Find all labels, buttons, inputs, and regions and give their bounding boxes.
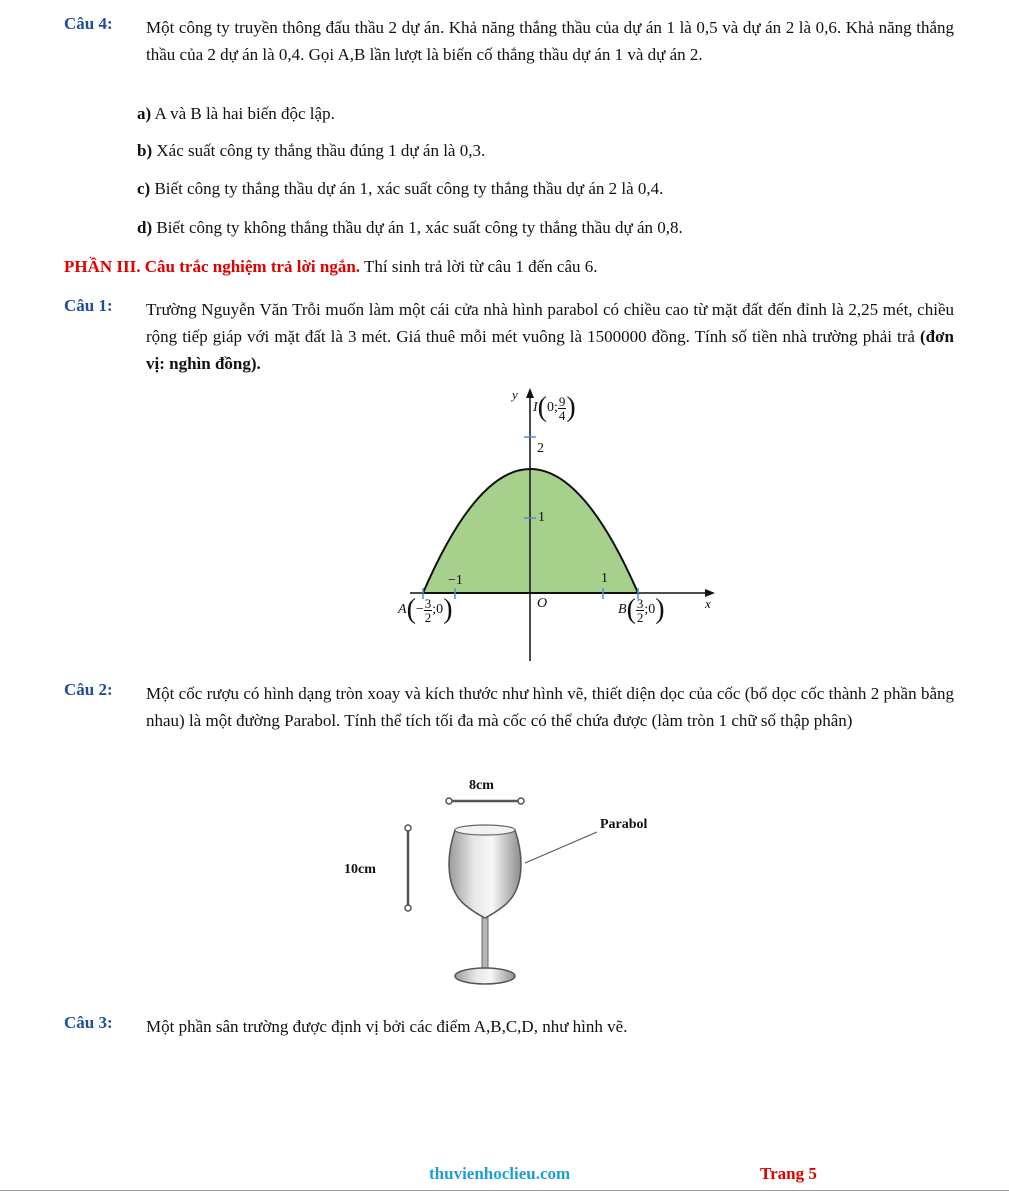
point-I-fraction xyxy=(558,395,567,422)
q4-option-c xyxy=(137,179,663,199)
tick-label-x-neg1: −1 xyxy=(448,573,463,588)
frac-den: 2 xyxy=(636,609,644,625)
q1-label: Câu 1: xyxy=(64,296,113,315)
height-dim-end-bottom xyxy=(405,905,411,911)
option-key: a) xyxy=(137,104,152,123)
option-key: c) xyxy=(137,179,151,198)
height-dim-end-top xyxy=(405,825,411,831)
y-axis-label: y xyxy=(512,387,518,402)
point-A-name: A xyxy=(398,602,407,617)
glass-base xyxy=(455,968,515,984)
footer-site: thuvienhoclieu.com xyxy=(429,1164,571,1183)
width-dim-end-right xyxy=(518,798,524,804)
x-axis-label: x xyxy=(705,596,711,611)
tick-label-y2: 2 xyxy=(537,441,544,456)
part3-heading xyxy=(64,257,598,277)
frac-num: 9 xyxy=(558,393,566,409)
paren-left: ( xyxy=(537,392,547,423)
q2-text: Một cốc rượu có hình dạng tròn xoay và kích thước như hình vẽ, thiết diện dọc của cốc (bổ dọc cốc thành 2 phần bằng nhau) là một đường Parabol. Tính thể tích tối đa mà cốc có thể chứa được (làm tròn 1 chữ số thập phân) xyxy=(146,684,954,730)
frac-den: 4 xyxy=(558,407,566,423)
option-text: Biết công ty không thắng thầu dự án 1, xác suất công ty thắng thầu dự án 0,8. xyxy=(156,218,683,237)
glass-stem xyxy=(482,918,488,970)
q3-text: Một phần sân trường được định vị bởi các điểm A,B,C,D, như hình vẽ. xyxy=(146,1017,628,1036)
option-key: d) xyxy=(137,218,153,237)
point-A-sign: − xyxy=(415,602,424,617)
origin-label: O xyxy=(537,596,548,611)
q1-unit: (đơn vị: nghìn đồng). xyxy=(146,327,954,373)
width-label: 8cm xyxy=(469,778,494,793)
frac-num: 3 xyxy=(424,595,432,611)
option-text: Biết công ty thắng thầu dự án 1, xác suất công ty thắng thầu dự án 2 là 0,4. xyxy=(154,179,664,198)
point-A-tail: ;0 xyxy=(432,602,444,617)
point-I-name: I xyxy=(533,400,538,415)
width-dim-end-left xyxy=(446,798,452,804)
q4-option-d xyxy=(137,218,683,238)
point-A-fraction xyxy=(424,597,433,624)
point-A-label xyxy=(398,596,453,624)
option-key: b) xyxy=(137,141,153,160)
frac-num: 3 xyxy=(636,595,644,611)
paren-left: ( xyxy=(626,594,636,625)
paren-right: ) xyxy=(655,594,665,625)
frac-den: 2 xyxy=(424,609,432,625)
parabol-pointer xyxy=(525,832,597,863)
part3-note: Thí sinh trả lời từ câu 1 đến câu 6. xyxy=(364,257,598,276)
footer-rule xyxy=(0,1190,1009,1191)
point-B-fraction xyxy=(636,597,645,624)
tick-label-x1: 1 xyxy=(601,571,608,586)
point-B-label xyxy=(618,596,665,624)
point-I-label xyxy=(533,394,576,422)
paren-right: ) xyxy=(566,392,576,423)
point-B-name: B xyxy=(618,602,627,617)
q4-label: Câu 4: xyxy=(64,14,113,33)
q1-text xyxy=(146,296,954,377)
glass-bowl xyxy=(449,830,521,918)
q1-text-body: Trường Nguyễn Văn Trỗi muốn làm một cái cửa nhà hình parabol có chiều cao từ mặt đất đến đỉnh là 2,25 mét, chiều rộng tiếp giáp với mặt đất là 3 mét. Giá thuê mỗi mét vuông là 1500000 đồng. Tính số tiền nhà trường phải trả xyxy=(146,300,954,346)
q3-label: Câu 3: xyxy=(64,1013,113,1032)
point-I-coord: 0; xyxy=(547,400,558,415)
option-text: Xác suất công ty thắng thầu đúng 1 dự án là 0,3. xyxy=(156,141,486,160)
parabol-label: Parabol xyxy=(600,817,648,832)
paren-right: ) xyxy=(443,594,453,625)
part3-title: PHẦN III. Câu trắc nghiệm trả lời ngắn. xyxy=(64,257,361,276)
q2-label: Câu 2: xyxy=(64,680,113,699)
wine-glass-figure xyxy=(395,790,655,995)
height-label: 10cm xyxy=(344,862,376,877)
point-B-tail: ;0 xyxy=(644,602,656,617)
q4-text: Một công ty truyền thông đấu thầu 2 dự án. Khả năng thắng thầu của dự án 1 là 0,5 và dự án 2 là 0,6. Khả năng thắng thầu của 2 dự án là 0,4. Gọi A,B lần lượt là biến cố thắng thầu dự án 1 và dự án 2. xyxy=(146,18,954,64)
footer-page-number: Trang 5 xyxy=(760,1164,817,1183)
tick-label-y1: 1 xyxy=(538,510,545,525)
paren-left: ( xyxy=(406,594,416,625)
q4-option-a xyxy=(137,104,335,124)
glass-rim xyxy=(455,825,515,835)
q4-option-b xyxy=(137,141,485,161)
option-text: A và B là hai biến độc lập. xyxy=(154,104,335,123)
